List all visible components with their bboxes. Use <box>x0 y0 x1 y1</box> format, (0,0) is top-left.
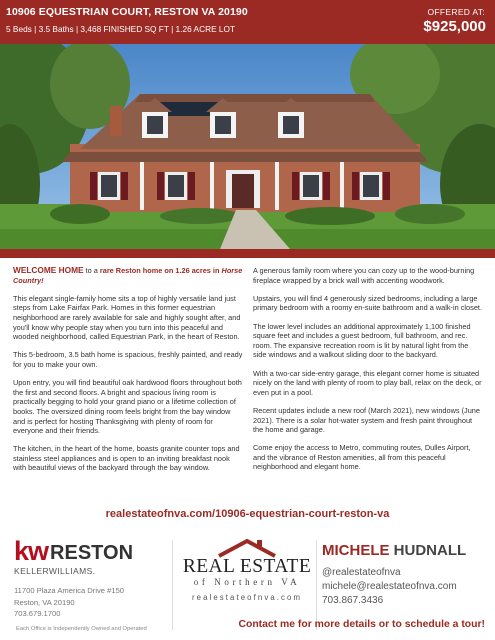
contact-cta: Contact me for more details or to schedule a tour! <box>238 619 485 630</box>
description-paragraph: Upstairs, you will find 4 generously sized bedrooms, including a large primary bedroom with a roomy en-suite bathroom and a walk-in closet. <box>253 293 482 313</box>
re-title: REAL ESTATE <box>182 556 312 577</box>
description-paragraph: This elegant single-family home sits a top of highly versatile land just steps from Lake Fairfax Park. Homes in this former equestrian neighborhood are rarely available for sale and highly sought after, and you'll know why people stay when you turn into this peaceful and wooded neighborhood, called Equestrian Park, in the heart of Reston. <box>13 293 241 342</box>
re-subtitle: of Northern VA <box>193 577 301 587</box>
description-paragraph: A generous family room where you can cozy up to the wood-burning fireplace wrapped by a brick wall with accenting woodwork. <box>253 266 475 285</box>
intro-italic: Horse Country! <box>13 266 243 285</box>
agent-phone[interactable]: 703.867.3436 <box>322 595 384 606</box>
kw-logo <box>14 536 174 564</box>
intro-paragraph <box>13 266 243 285</box>
agent-name <box>322 542 492 559</box>
property-address: 10906 EQUESTRIAN COURT, RESTON VA 20190 <box>6 6 248 18</box>
independent-disclaimer: Each Office is Independently Owned and Operated <box>16 626 147 632</box>
property-specs: 5 Beds | 3.5 Baths | 3,468 FINISHED SQ FT | 1.26 ACRE LOT <box>6 24 236 34</box>
agent-email[interactable]: michele@realestateofnva.com <box>322 581 457 592</box>
description-paragraph: The kitchen, in the heart of the home, boasts granite counter tops and stainless steel appliances and is open to an inviting breakfast nook with beautiful views of the backyard through the bay window. <box>13 444 240 473</box>
kw-address <box>14 585 174 620</box>
kw-address-line2: Reston, VA 20190 <box>14 597 75 607</box>
house-illustration <box>0 44 495 249</box>
kw-office-name: RESTON <box>50 542 134 564</box>
section-divider <box>0 249 495 258</box>
intro-bold: rare Reston home on 1.26 acres in <box>99 266 222 275</box>
kw-address-line1: 11700 Plaza America Drive #150 <box>14 586 125 595</box>
welcome-heading: WELCOME HOME <box>13 265 84 275</box>
description-paragraph: Recent updates include a new roof (March 2021), new windows (June 2021). There is a solar hot-water system and fresh paint throughout the home and garage. <box>253 405 480 435</box>
kw-brand: KELLERWILLIAMS. <box>14 566 96 576</box>
description-right-column <box>253 266 483 481</box>
footer-divider <box>316 540 317 630</box>
real-estate-nova-logo <box>182 538 312 602</box>
keller-williams-block <box>14 536 174 620</box>
kw-phone: 703.679.1700 <box>14 609 61 618</box>
agent-contact <box>322 542 492 608</box>
listing-url[interactable]: realestateofnva.com/10906-equestrian-court-reston-va <box>105 508 390 520</box>
footer-divider <box>172 540 173 630</box>
description-paragraph: With a two-car side-entry garage, this elegant corner home is situated nicely on the land with plenty of room to play ball, relax on the deck, or even put in a pool. <box>253 368 482 397</box>
house-photo <box>0 44 495 249</box>
kw-mark-logo: kw <box>14 536 49 566</box>
description-paragraph: The lower level includes an additional approximately 1,100 finished square feet and includes a guest bedroom, full bathroom, and rec. room. The expansive recreation room is lit by natural light from the side windows and a walkout sliding door to the backyard. <box>253 321 471 360</box>
description-paragraph: This 5-bedroom, 3.5 bath home is spacious, freshly painted, and ready for you to make your own. <box>13 350 243 369</box>
agent-first-name: MICHELE <box>322 542 390 559</box>
agent-handle[interactable]: @realestateofnva <box>322 567 401 578</box>
intro-mid: to a <box>83 266 100 275</box>
description-left-column <box>13 266 243 482</box>
header-banner <box>0 0 495 44</box>
re-url[interactable]: realestateofnva.com <box>191 593 303 602</box>
offered-label: OFFERED AT: <box>427 7 485 17</box>
agent-last-name: HUDNALL <box>389 542 467 559</box>
description-paragraph: Come enjoy the access to Metro, commuting routes, Dulles Airport, and the vibrance of Reston amenities, all from this peaceful neighborhood and elegant home. <box>253 443 471 472</box>
price: $925,000 <box>423 18 486 35</box>
roof-icon <box>217 538 277 558</box>
description-paragraph: Upon entry, you will find beautiful oak hardwood floors throughout both the first and second floors. A bright and spacious living room is practically begging to hold your grand piano or a lifetime collection of books. The oversized dining room feels bright from the bay window and is perfect for hosting Thanksgiving with plenty of room for everyone and their friends. <box>13 378 242 436</box>
